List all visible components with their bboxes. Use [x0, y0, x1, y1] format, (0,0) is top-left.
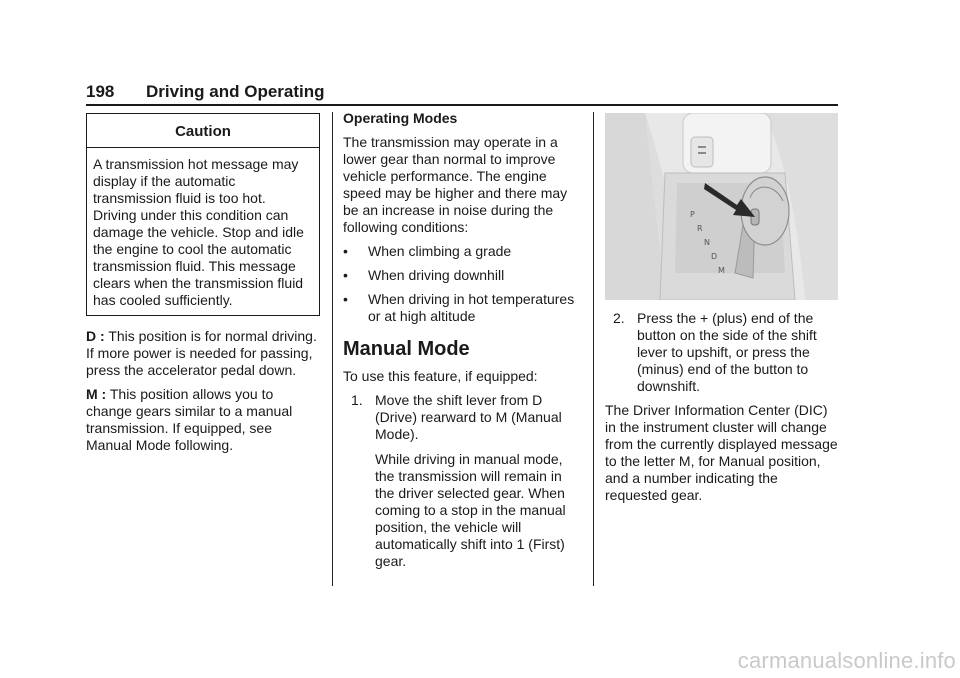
list-item: • When climbing a grade — [343, 243, 512, 259]
page-number: 198 — [86, 82, 115, 101]
manual-mode-heading: Manual Mode — [343, 338, 470, 360]
column-3 — [605, 300, 839, 511]
list-item: • When driving in hot temperatures or at high altitude — [343, 291, 575, 324]
shift-lever-drawing — [605, 113, 838, 300]
step-2-number: 2. — [613, 310, 625, 326]
manual-paragraph — [86, 386, 320, 454]
svg-text:M: M — [718, 266, 725, 275]
operating-intro: The transmission may operate in a lower gear than normal to improve vehicle performance. The engine speed may be higher and there may be an increase in noise during the following conditions: — [343, 134, 568, 235]
svg-text:R: R — [697, 224, 703, 233]
manual-mode-link[interactable]: Manual Mode — [86, 437, 171, 453]
dic-paragraph: The Driver Information Center (DIC) in the instrument cluster will change from the currently displayed message to the letter M, for Manual position, and a number indicating the requested gear. — [605, 402, 838, 503]
step-1-detail: While driving in manual mode, the transmission will remain in the driver selected gear. When coming to a stop in the manual position, the vehicle will automatically shift into 1 (First) gear. — [375, 451, 566, 569]
caution-box — [86, 113, 320, 316]
svg-text:N: N — [704, 238, 710, 247]
step-1-number: 1. — [351, 392, 363, 408]
manual-text-following: following. — [174, 437, 234, 453]
caution-text: A transmission hot message may display if the automatic transmission fluid is too hot. Driving under this condition can damage the vehicle. Stop and idle the engine to cool the automatic transmission fluid. This message clears when the transmission fluid has cooled sufficiently. — [93, 156, 304, 308]
step-2 — [605, 310, 839, 395]
watermark: carmanualsonline.info — [737, 648, 956, 673]
manual-text: This position allows you to change gears similar to a manual transmission. If equipped, see — [86, 386, 293, 436]
caution-title: Caution — [87, 114, 319, 148]
operating-modes-heading: Operating Modes — [343, 110, 458, 126]
column-divider-1 — [332, 112, 333, 586]
manual-label: M : — [86, 386, 107, 402]
step-1-text: Move the shift lever from D (Drive) rearward to M (Manual Mode). — [375, 392, 562, 442]
column-divider-2 — [593, 112, 594, 586]
step-2-text: Press the + (plus) end of the button on the side of the shift lever to upshift, or press the (minus) end of the button to downshift. — [637, 310, 817, 394]
column-2 — [343, 110, 583, 570]
section-title: Driving and Operating — [146, 82, 325, 101]
header-rule — [86, 104, 838, 106]
drive-text: This position is for normal driving. If more power is needed for passing, press the accelerator pedal down. — [86, 328, 317, 378]
drive-label: D : — [86, 328, 105, 344]
list-item: • When driving downhill — [343, 267, 505, 283]
column-1 — [86, 113, 320, 461]
step-1 — [343, 392, 583, 443]
drive-paragraph — [86, 328, 320, 379]
bullet-mark: • — [343, 267, 348, 283]
bullet-mark: • — [343, 243, 348, 259]
manual-intro: To use this feature, if equipped: — [343, 368, 538, 384]
shift-lever-illustration — [605, 113, 838, 300]
conditions-list — [343, 243, 583, 325]
page-header — [86, 82, 325, 102]
bullet-mark: • — [343, 291, 348, 307]
svg-text:D: D — [711, 252, 718, 261]
svg-text:P: P — [690, 210, 695, 219]
